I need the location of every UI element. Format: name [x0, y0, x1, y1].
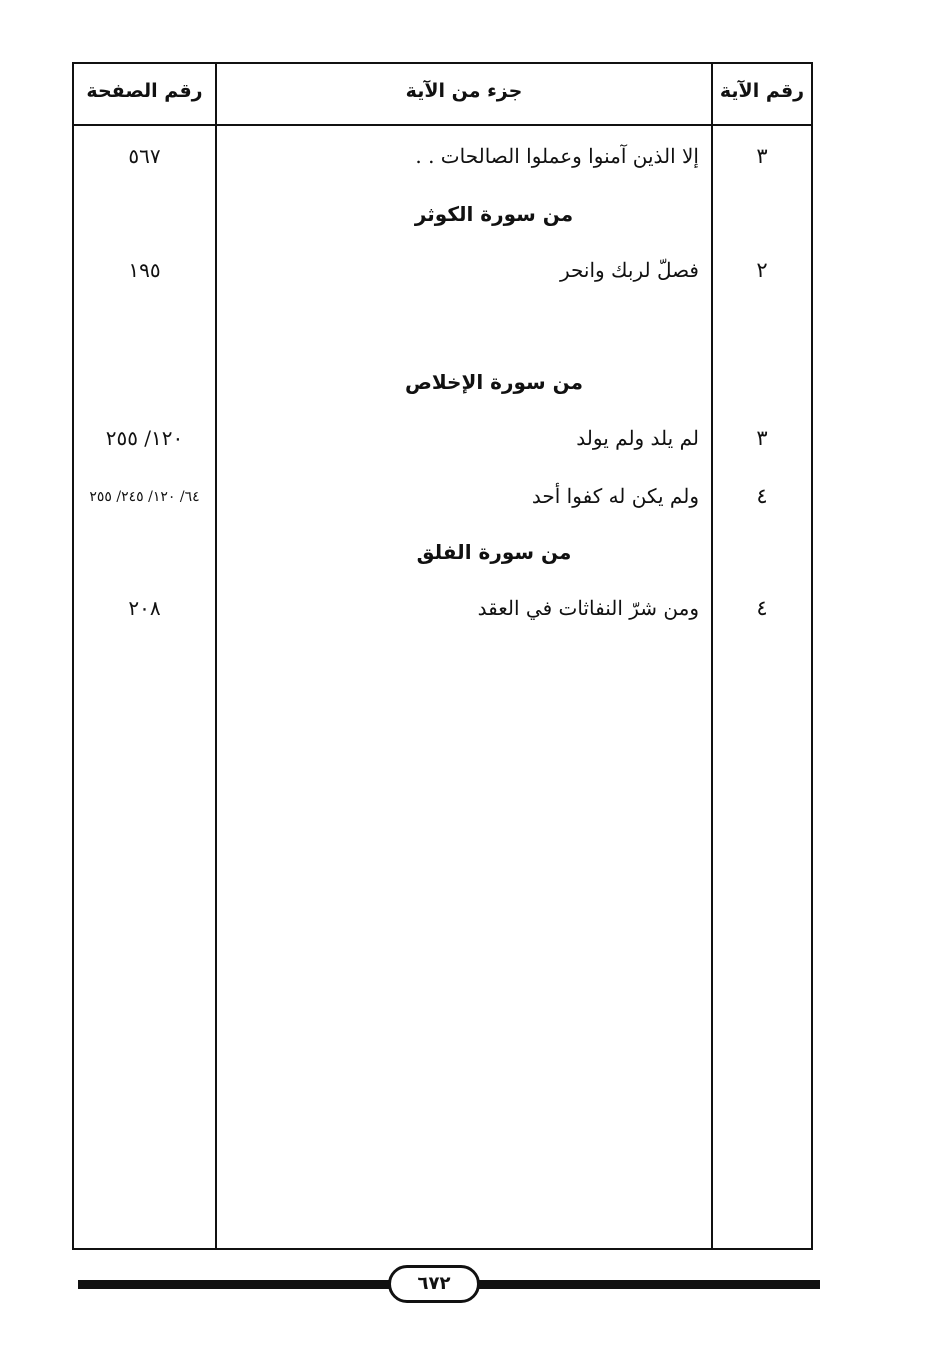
surah-heading-row: [74, 540, 811, 580]
table-row: [74, 484, 811, 524]
page-number-badge: ٦٧٢: [388, 1265, 480, 1303]
verse-text: ومن شرّ النفاثات في العقد: [477, 596, 699, 620]
verse-number: ٤: [756, 484, 768, 508]
header-page-number: رقم الصفحة: [86, 80, 203, 102]
surah-heading-row: [74, 202, 811, 242]
verse-number: ٢: [756, 258, 768, 282]
verse-number: ٣: [756, 426, 768, 450]
surah-heading-row: [74, 370, 811, 410]
header-divider: [74, 124, 811, 126]
table-row: [74, 258, 811, 298]
table-row: [74, 144, 811, 184]
verse-text: ولم يكن له كفوا أحد: [531, 484, 699, 508]
page-ref: ٦٤/ ١٢٠/ ٢٤٥/ ٢٥٥: [89, 489, 200, 505]
page-ref: ٥٦٧: [128, 144, 161, 168]
verse-text: فصلّ لربك وانحر: [559, 258, 699, 282]
verse-text: إلا الذين آمنوا وعملوا الصالحات . .: [415, 144, 699, 168]
surah-heading: من سورة الفلق: [416, 540, 572, 564]
page-ref: ١٩٥: [128, 258, 161, 282]
verse-number: ٤: [756, 596, 768, 620]
header-verse-number: رقم الآية: [719, 80, 805, 102]
page-ref: ١٢٠/ ٢٥٥: [105, 426, 184, 450]
page-ref: ٢٠٨: [128, 596, 161, 620]
header-verse-part: جزء من الآية: [405, 80, 523, 102]
verse-number: ٣: [756, 144, 768, 168]
surah-heading: من سورة الإخلاص: [404, 370, 584, 394]
table-row: [74, 426, 811, 466]
table-row: [74, 596, 811, 636]
index-table: [72, 62, 813, 1250]
surah-heading: من سورة الكوثر: [414, 202, 574, 226]
verse-text: لم يلد ولم يولد: [576, 426, 699, 450]
